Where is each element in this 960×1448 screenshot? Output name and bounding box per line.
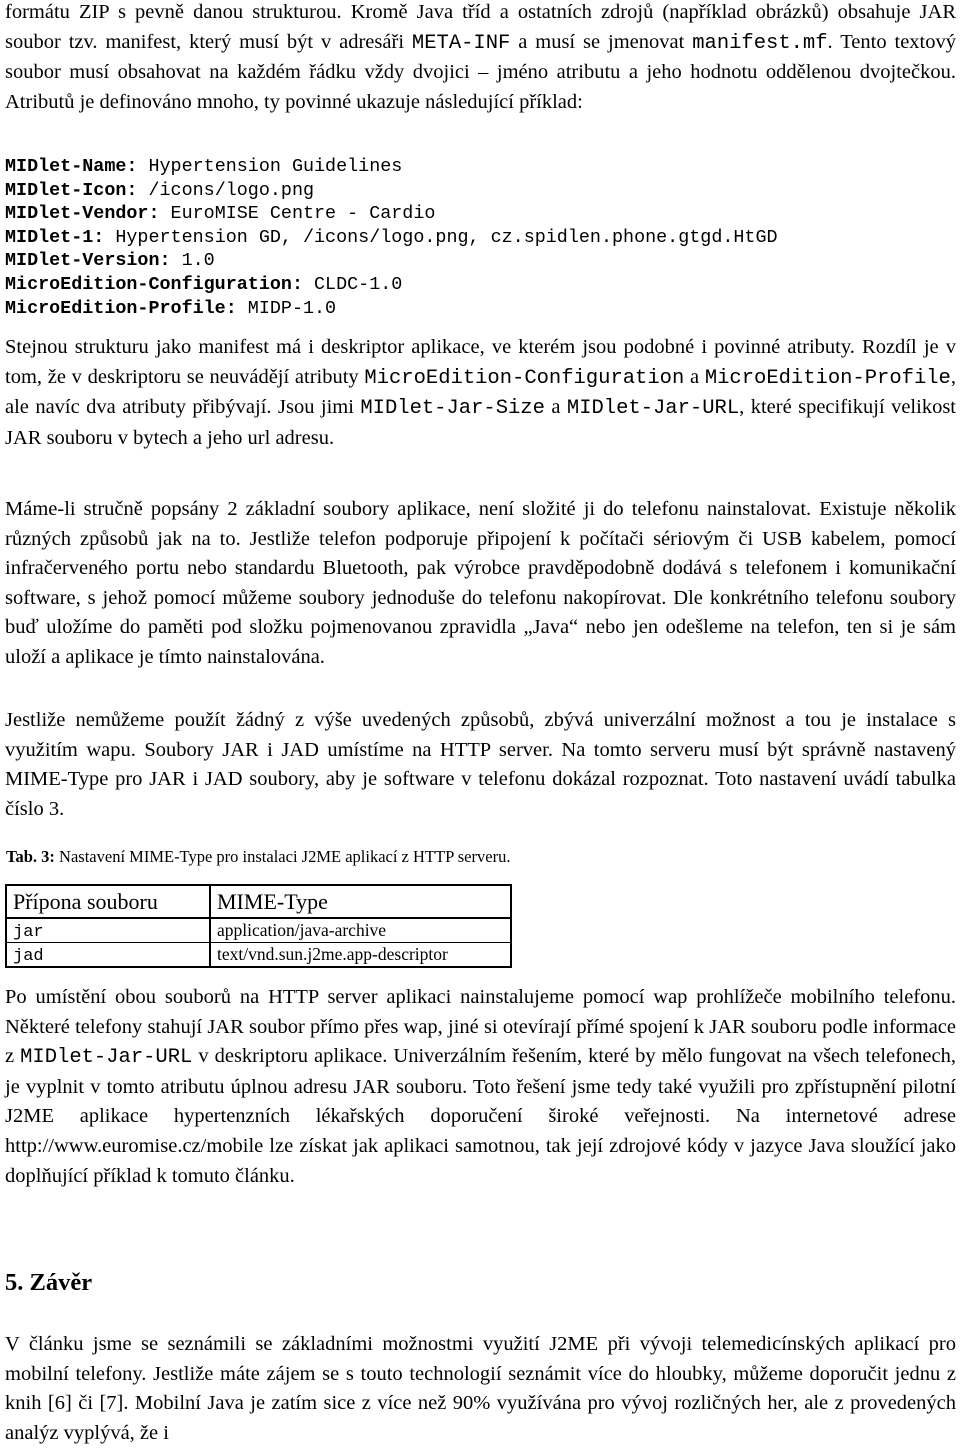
table-row [6,918,511,943]
manifest-line [5,273,956,297]
cell-mime: application/java-archive [210,918,511,943]
table-caption [6,847,510,867]
midlet-jar-url-code: MIDlet-Jar-URL [566,397,740,421]
manifest-line [5,202,956,226]
descriptor-text-3: , ale navíc dva atributy přibývají. Jsou jimi [5,365,956,419]
manifest-key: MicroEdition-Profile: [5,297,237,319]
manifest-line [5,179,956,203]
manifest-value: Hypertension Guidelines [137,156,403,177]
meta-inf-code: META-INF [411,31,511,55]
after-table-text-2: v deskriptoru aplikace. Univerzálním řešením, které by mělo fungovat na všech telefonech, je vyplnit v tomto atributu úplnou adresu JAR souboru. Toto řešení jsme tedy také využili pro zpřístupnění pilotní J2ME aplikace hypertenzních lékařských doporučení široké veřejnosti. Na internetové adrese http://www.euromise.cz/mobile lze získat jak aplikaci samotnou, tak její zdrojové kódy v jazyce Java sloužící jako doplňující příklad k tomuto článku. [5,1045,956,1187]
manifest-value: /icons/logo.png [137,179,315,201]
intro-paragraph [5,0,956,117]
manifest-value: 1.0 [170,250,215,272]
manifest-key: MIDlet-Icon: [5,179,138,201]
microedition-configuration-code: MicroEdition-Configuration [364,366,685,390]
manifest-value: Hypertension GD, /icons/logo.png, cz.spidlen.phone.gtgd.HtGD [104,226,778,248]
after-table-text-1: Po umístění obou souborů na HTTP server aplikaci nainstalujeme pomocí wap prohlížeče mobilního telefonu. Některé telefony stahují JAR soubor přímo přes wap, jiné si otevírají přímé spojení k JAR souboru podle informace z [5,986,956,1068]
extension-value: jad [13,946,44,966]
manifest-key: MIDlet-Name: [5,156,138,177]
extension-value: jar [13,922,44,942]
header-extension: Přípona souboru [6,885,210,918]
table-caption-text: Nastavení MIME-Type pro instalaci J2ME aplikací z HTTP serveru. [54,847,511,866]
cell-extension [6,918,210,943]
mime-type-table [5,884,512,968]
table-caption-label: Tab. 3: [6,847,55,866]
manifest-key: MicroEdition-Configuration: [5,273,303,295]
intro-text-1: formátu ZIP s pevně danou strukturou. Kromě Java tříd a ostatních zdrojů (například obrázků) obsahuje JAR soubor tzv. manifest, který musí být v adresáři [5,1,956,53]
conclusion-paragraph: V článku jsme se seznámili se základními možnostmi využití J2ME při vývoji telemedicínských aplikací pro mobilní telefony. Jestliže máte zájem se s touto technologií seznámit více do hloubky, můžeme doporučit jednu z knih [6] či [7]. Mobilní Java je zatím sice z více než 90% využívána pro vývoj rozličných her, ale z provedených analýz vyplývá, že i [5,1333,956,1444]
manifest-key: MIDlet-1: [5,226,105,248]
cell-mime: text/vnd.sun.j2me.app-descriptor [210,943,511,968]
after-table-paragraph [5,983,956,1191]
table-header-row [6,885,511,918]
manifest-value: MIDP-1.0 [236,297,337,319]
manifest-mf-code: manifest.mf [692,31,828,55]
section-heading: 5. Závěr [5,1269,93,1296]
manifest-code-block [5,155,956,320]
manifest-line [5,226,956,250]
manifest-key: MIDlet-Vendor: [5,203,160,225]
midlet-jar-size-code: MIDlet-Jar-Size [360,397,545,421]
descriptor-text-5: , které specifikují velikost JAR souboru v bytech a jeho url adresu. [5,396,956,449]
header-mime-type: MIME-Type [210,885,511,918]
cell-extension [6,943,210,968]
descriptor-text-1: Stejnou strukturu jako manifest má i deskriptor aplikace, ve kterém jsou podobné i povinné atributy. Rozdíl je v tom, že v deskriptoru se neuvádějí atributy [5,336,956,388]
manifest-line [5,297,956,321]
wap-paragraph: Jestliže nemůžeme použít žádný z výše uvedených způsobů, zbývá univerzální možnost a tou je instalace s využitím wapu. Soubory JAR i JAD umístíme na HTTP server. Na tomto serveru musí být správně nastavený MIME-Type pro JAR i JAD soubory, aby je software v telefonu dokázal rozpoznat. Toto nastavení uvádí tabulka číslo 3. [5,709,956,820]
descriptor-paragraph [5,333,956,453]
descriptor-text-2: a [684,365,705,388]
table-row [6,943,511,968]
microedition-profile-code: MicroEdition-Profile [704,366,951,390]
descriptor-text-4: a [544,396,567,419]
manifest-value: CLDC-1.0 [302,273,403,295]
midlet-jar-url-code: MIDlet-Jar-URL [20,1046,193,1070]
manifest-key: MIDlet-Version: [5,250,171,272]
manifest-line [5,155,956,179]
intro-text-3: . Tento textový soubor musí obsahovat na každém řádku vždy dvojici – jméno atributu a jeho hodnotu oddělenou dvojtečkou. Atributů je definováno mnoho, ty povinné ukazuje následující příklad: [5,30,956,113]
install-paragraph: Máme-li stručně popsány 2 základní soubory aplikace, není složité ji do telefonu nainstalovat. Existuje několik různých způsobů jak na to. Jestliže telefon podporuje připojení k počítači sériovým či USB kabelem, pomocí infračerveného portu nebo standardu Bluetooth, pak výrobce pravděpodobně dodává s telefonem i komunikační software, s jehož pomocí můžeme soubory jednoduše do telefonu nakopírovat. Dle konkrétního telefonu soubory buď uložíme do paměti pod složku pojmenovanou zpravidla „Java“ nebo jen odešleme na telefon, ten si je sám uloží a aplikace je tímto nainstalována. [5,498,956,668]
manifest-value: EuroMISE Centre - Cardio [159,203,436,225]
intro-text-2: a musí se jmenovat [510,30,693,53]
manifest-line [5,249,956,273]
